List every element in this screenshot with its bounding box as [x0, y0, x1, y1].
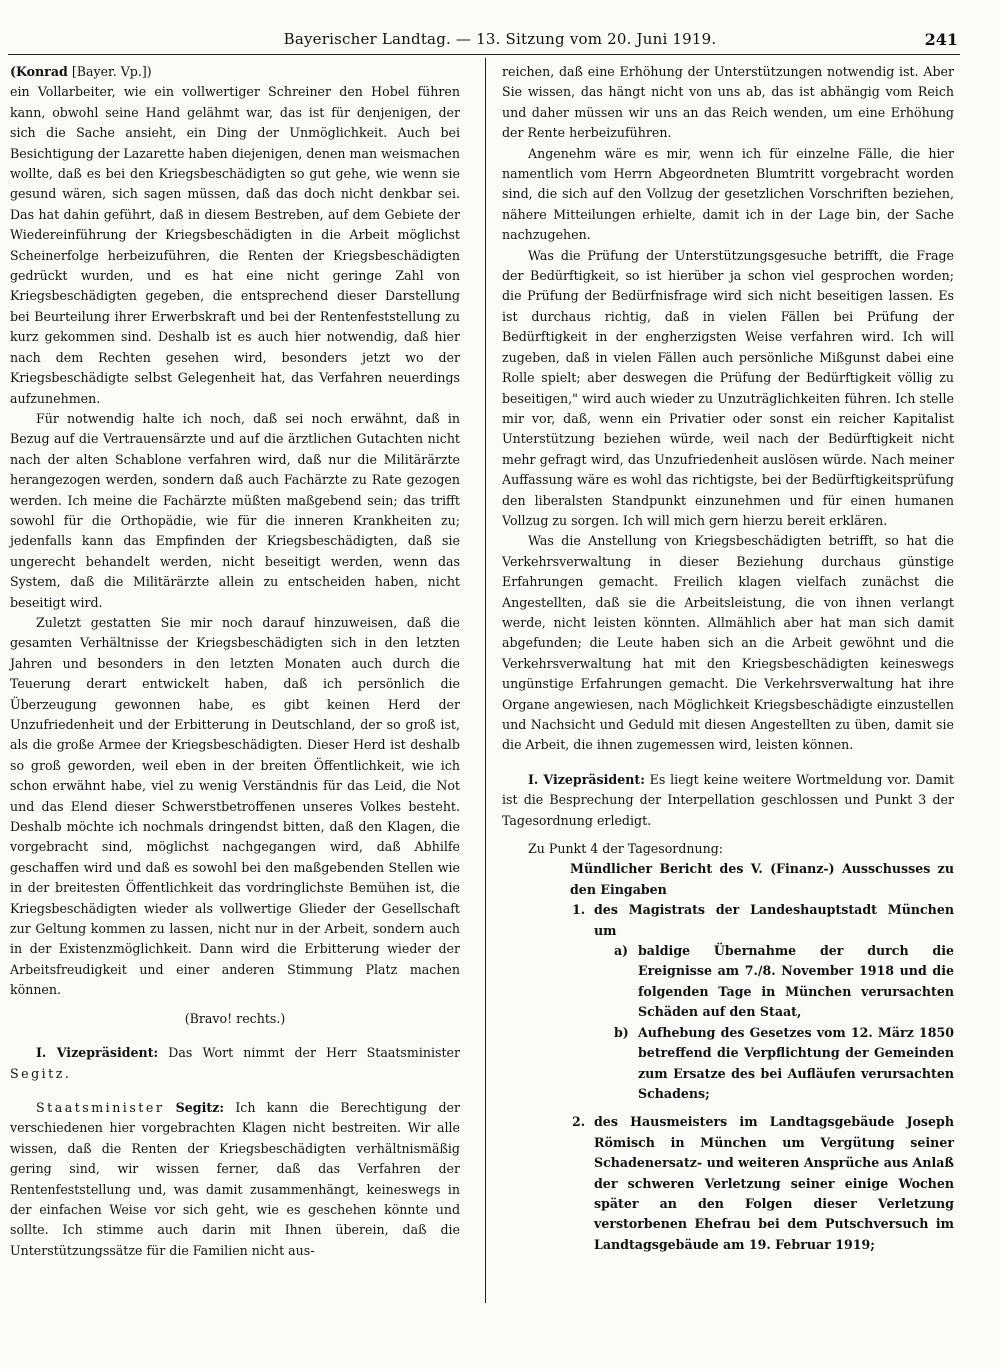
minister-text: Ich kann die Berechtigung der verschiedenen hier vorgebrachten Klagen nicht bestreiten. Wir alle wissen, daß die Renten der Kriegsbeschädigten verhältnismäßig gering sind, wir wissen ferner, daß das Verfahren der Rentenfeststellung und, was damit zusammenhängt, keineswegs in der einfachen Weise vor sich geht, wie es geschehen könnte und sollte. Ich stimme auch darin mit Ihnen überein, daß die Unterstützungssätze für die Familien nicht aus- [10, 1099, 460, 1258]
agenda-subitem [502, 1023, 954, 1105]
vice-president-label: I. Vizepräsident: [36, 1045, 159, 1061]
paragraph: Angenehm wäre es mir, wenn ich für einzelne Fälle, die hier namentlich vom Herrn Abgeordneten Blumtritt vorgebracht worden sind, die sich auf den Vollzug der gesetzlichen Vorschriften beziehen, nähere Mitteilungen erhielte, damit ich in der Lage bin, der Sache nachzugehen. [502, 145, 954, 243]
agenda-subitem [502, 941, 954, 1023]
minister-name: Segitz: [175, 1099, 224, 1115]
agenda-heading: Mündlicher Bericht des V. (Finanz-) Ausschusses zu den Eingaben [570, 861, 954, 897]
item-text: des Hausmeisters im Landtagsgebäude Joseph Römisch in München um Vergütung seiner Schadenersatz- und weiteren Ansprüche aus Anlaß der schweren Verletzung seiner einige Wochen später an den Folgen dieser Verletzung verstorbenen Ehefrau bei dem Putschversuch im Landtagsgebäude am 19. Februar 1919; [594, 1114, 954, 1252]
vice-president-statement [502, 770, 954, 831]
opening-party: [Bayer. Vp.]) [71, 64, 152, 79]
subitem-letter: b) [614, 1024, 629, 1040]
opening-speaker: (Konrad [10, 64, 68, 79]
subitem-letter: a) [614, 943, 629, 959]
vice-president-label: I. Vizepräsident: [528, 771, 645, 787]
paragraph: Für notwendig halte ich noch, daß sei noch erwähnt, daß in Bezug auf die Vertrauensärzte und auf die ärztlichen Gutachten nicht nach der alten Schablone verfahren wird, daß nur die Militärärzte herangezogen werden, sondern daß auch Fachärzte zu Rate gezogen werden. Ich meine die Fachärzte müßten maßgebend sein; das trifft sowohl für die Orthopädie, wie für die inneren Krankheiten zu; jedenfalls kann das Empfinden der Kriegsbeschädigten, daß sie ungerecht behandelt werden, nicht beseitigt werden, wenn das System, daß die Militärärzte allein zu entscheiden haben, nicht beseitigt wird. [10, 410, 460, 610]
item-number: 2. [572, 1114, 586, 1130]
running-title: Bayerischer Landtag. — 13. Sitzung vom 20. Juni 1919. [283, 30, 717, 48]
vice-president-statement [10, 1043, 460, 1084]
page-number: 241 [924, 30, 958, 49]
item-text: des Magistrats der Landeshauptstadt München um [594, 902, 954, 938]
vice-president-text: Es liegt keine weitere Wortmeldung vor. Damit ist die Besprechung der Interpellation geschlossen und Punkt 3 der Tagesordnung erledigt. [502, 771, 954, 828]
paragraph: Was die Prüfung der Unterstützungsgesuche betrifft, die Frage der Bedürftigkeit, so ist hierüber ja schon viel gesprochen worden; die Prüfung der Bedürfnisfrage wird sich nicht beseitigen lassen. Es ist durchaus richtig, daß in vielen Fällen bei Prüfung der Bedürftigkeit in der engherzigsten Weise verfahren wird. Ich will zugeben, daß in vielen Fällen auch persönliche Mißgunst dabei eine Rolle spielt; aber deswegen die Prüfung der Bedürftigkeit völlig zu beseitigen," wird auch wieder zu Unzuträglichkeiten führen. Ich stelle mir vor, daß, wenn ein Privatier oder sonst ein reicher Kapitalist Unterstützung beziehen würde, weil nach der Bedürftigkeit nicht mehr gefragt wird, das Unzufriedenheit auslösen würde. Nach meiner Auffassung wäre es wohl das richtigste, bei der Bedürftigkeitsprüfung den liberalsten Standpunkt einzunehmen und für einen humanen Vollzug zu sorgen. Ich will mich gern hierzu bereit erklären. [502, 247, 954, 528]
paragraph: Was die Anstellung von Kriegsbeschädigten betrifft, so hat die Verkehrsverwaltung in dieser Beziehung durchaus günstige Erfahrungen gemacht. Freilich klagen vielfach zunächst die Angestellten, daß sie die Arbeitsleistung, die von ihnen verlangt werde, nicht leisten könnten. Allmählich aber hat man sich damit abgefunden; die Leute haben sich an die Arbeit gewöhnt und die Verkehrsverwaltung hat mit den Kriegsbeschädigten keineswegs ungünstige Erfahrungen gemacht. Die Verkehrsverwaltung hat ihre Organe angewiesen, nach Möglichkeit Kriegsbeschädigte einzustellen und Nachsicht und Geduld mit diesen Angestellten zu üben, damit sie die Arbeit, die ihnen zugemessen wird, leisten können. [502, 533, 954, 753]
subitem-text: Aufhebung des Gesetzes vom 12. März 1850 betreffend die Verpflichtung der Gemeinden zum Ersatze des bei Aufläufen verursachten Schadens; [638, 1024, 954, 1101]
right-column [502, 62, 954, 1255]
left-column [10, 62, 460, 1261]
vice-president-text: Das Wort nimmt der Herr Staatsminister [168, 1045, 461, 1061]
page-header [0, 30, 1000, 54]
item-number: 1. [572, 902, 586, 918]
minister-statement [10, 1098, 460, 1261]
agenda-item [502, 900, 954, 941]
paragraph: reichen, daß eine Erhöhung der Unterstützungen notwendig ist. Aber Sie wissen, das hängt nicht von uns ab, das ist abhängig vom Reich und daher müssen wir uns an das Reich wenden, um eine Erhöhung der Rente herbeizuführen. [502, 64, 954, 141]
minister-name-ref: Segitz. [10, 1065, 72, 1081]
paragraph: Zuletzt gestatten Sie mir noch darauf hinzuweisen, daß die gesamten Verhältnisse der Kriegsbeschädigten sich in den letzten Jahren und besonders in den letzten Monaten auch durch die Teuerung derart entwickelt haben, daß ich persönlich die Überzeugung gewonnen habe, es gibt keinen Herd der Unzufriedenheit und der Erbitterung in Deutschland, der so groß ist, als die große Armee der Kriegsbeschädigten. Dieser Herd ist deshalb so groß geworden, weil eben in der breiten Öffentlichkeit, wie ich schon erwähnt habe, viel zu wenig Verständnis für das Leid, die Not und das Elend dieser Schwerstbetroffenen unseres Volkes besteht. Deshalb möchte ich nochmals dringendst bitten, daß den Klagen, die vorgebracht sind, möglichst nachgegangen wird, daß Abhilfe geschaffen wird und daß es sowohl bei den maßgebenden Stellen wie in der breitesten Öffentlichkeit das vordringlichste Bemühen ist, die Kriegsbeschädigten wieder als vollwertige Glieder der Gesellschaft zur Geltung kommen zu lassen, nicht nur in der Arbeit, sondern auch in der Existenzmöglichkeit. Dann wird die Erbitterung wieder der Arbeitsfreudigkeit und einer anderen Stimmung Platz machen können. [10, 614, 460, 998]
subitem-text: baldige Übernahme der durch die Ereignisse am 7./8. November 1918 und die folgenden Tage in München verursachten Schäden auf den Staat, [638, 943, 954, 1020]
agenda-item [502, 1112, 954, 1255]
opening-speaker-line [10, 62, 460, 82]
header-rule [8, 54, 960, 55]
minister-title: Staatsminister [36, 1099, 165, 1115]
applause-note: (Bravo! rechts.) [184, 1010, 286, 1026]
agenda-intro: Zu Punkt 4 der Tagesordnung: [528, 841, 724, 857]
paragraph: ein Vollarbeiter, wie ein vollwertiger Schreiner den Hobel führen kann, obwohl seine Hand gelähmt war, das ist für denjenigen, der sich die Sache ansieht, ein Ding der Unmöglichkeit. Auch bei Besichtigung der Lazarette haben diejenigen, denen man weismachen wollte, daß es bei den Kriegsbeschädigten so gut gehe, wie wenn sie gesund wären, sich sagen müssen, daß das doch nicht denkbar sei. Das hat dahin geführt, daß in diesem Bestreben, auf dem Gebiete der Wiedereinführung der Kriegsbeschädigten in die Arbeit möglichst Scheinerfolge herbeizuführen, die Renten der Kriegsbeschädigten gedrückt wurden, und es hat eine nicht geringe Zahl von Kriegsbeschädigten gegeben, die entsprechend dieser Darstellung bei Beurteilung ihrer Erwerbskraft und bei der Rentenfeststellung zu kurz gekommen sind. Deshalb ist es auch hier notwendig, daß hier nach dem Rechten gesehen wird, besonders jetzt wo der Kriegsbeschädigte selbst Gelegenheit hat, das Verfahren neuerdings aufzunehmen. [10, 84, 460, 406]
column-divider [485, 58, 486, 1303]
